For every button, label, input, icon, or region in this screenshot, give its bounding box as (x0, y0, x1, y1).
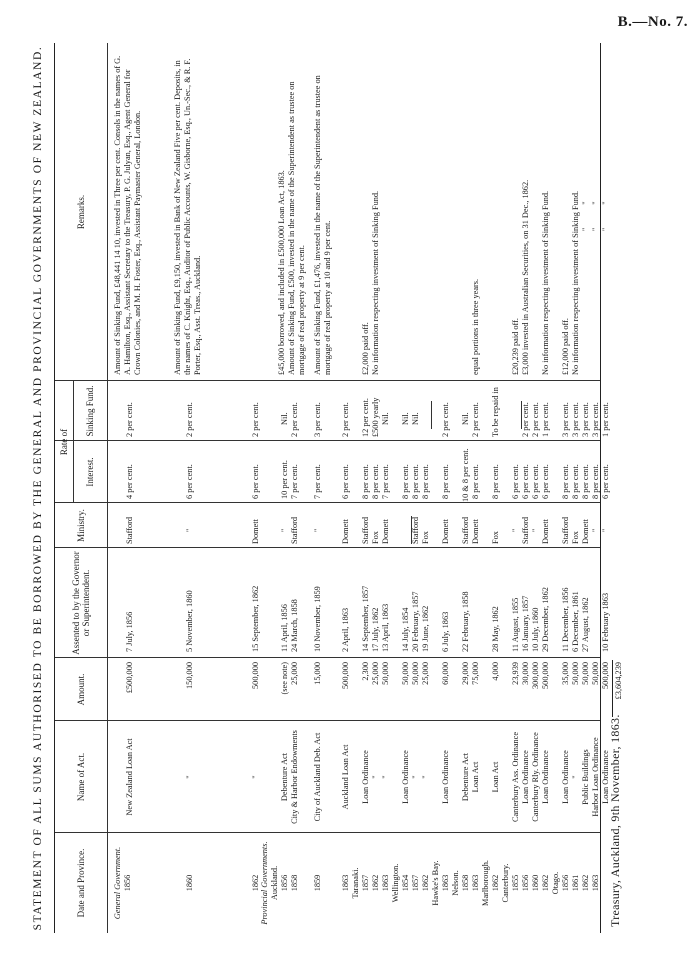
date-header: Date and Province. (75, 848, 86, 918)
ministry-cell: Fox (491, 531, 500, 544)
assent-date: 17 July, 1862 (371, 607, 380, 652)
date-cell: Wellington. (391, 863, 400, 903)
interest-cell: 6 per cent. (185, 464, 194, 499)
amount-cell: 75,000 (471, 662, 480, 685)
act-name: " (185, 775, 194, 779)
interest-cell: 8 per cent. (441, 464, 450, 499)
assent-date: 10 February 1863 (601, 593, 610, 652)
sinking-header: Sinking Fund. (84, 385, 95, 437)
date-cell: 1856 (280, 874, 289, 892)
interest-cell: 10 per cent. (280, 460, 289, 499)
amount-cell: 150,000 (185, 662, 194, 689)
assent-date: 11 August, 1855 (511, 597, 520, 652)
assent-date: 28 May, 1862 (491, 606, 500, 652)
interest-cell: 8 per cent. (401, 464, 410, 499)
assent-date: 13 April, 1863 (381, 603, 390, 652)
assent-date: 11 December, 1856 (561, 587, 570, 652)
amount-cell: 29,000 (461, 662, 470, 685)
rate-header: Rate of (58, 428, 69, 456)
act-name: Debenture Act (461, 752, 470, 802)
ministry-cell: Domett (341, 519, 350, 544)
amount-cell: 500,000 (251, 662, 260, 689)
act-name: " (371, 775, 380, 779)
remark-text: Amount of Sinking Fund, £48,441 14 10, invested in Three per cent. Consols in the names of G. A. Hamilton, Esq., Assistant Secretary to the Treasury, P. G. Julyan, Esq., Agent General for Crown Colonies, and M. H. Foster, Esq., Assistant Paymaster General, London. (113, 55, 142, 375)
ministry-cell: Domett (541, 519, 550, 544)
date-cell: 1856 (561, 874, 570, 892)
assent-date: 10 July, 1860 (531, 607, 540, 652)
interest-cell: 8 per cent. (421, 464, 430, 499)
sinking-cell: 3 per cent. (561, 402, 570, 437)
amount-cell: 25,000 (421, 662, 430, 685)
interest-cell: 6 per cent. (251, 464, 260, 499)
ditto-mark: " " (581, 201, 590, 231)
interest-cell: 7 per cent. (290, 464, 299, 499)
interest-cell: 8 per cent. (471, 464, 480, 499)
sinking-cell: 1 per cent. (541, 402, 550, 437)
amount-cell: 50,000 (411, 662, 420, 685)
amount-cell: 50,000 (571, 662, 580, 685)
sinking-cell: To be repaid in (491, 387, 500, 437)
ministry-cell: Fox (571, 531, 580, 544)
date-cell: 1856 (521, 874, 530, 892)
ditto-mark: " " (591, 201, 600, 231)
ministry-cell: " (280, 528, 289, 532)
assent-date: 14 September, 1857 (361, 585, 370, 652)
amount-cell: 60,000 (441, 662, 450, 685)
amount-cell: 50,000 (581, 662, 590, 685)
interest-cell: 8 per cent. (591, 464, 600, 499)
remark-text: £3,000 invested in Australian Securities, on 31 Dec., 1862. (521, 179, 530, 375)
amount-cell: 50,000 (381, 662, 390, 685)
date-cell: 1860 (185, 874, 194, 892)
sinking-cell: 2 per cent. (471, 402, 480, 437)
sinking-cell: 2 per cent. (341, 402, 350, 437)
interest-cell: 8 per cent. (561, 464, 570, 499)
ditto-mark: " " (601, 201, 610, 231)
amount-cell: (see note) (280, 662, 289, 695)
amount-cell: 4,000 (491, 662, 500, 681)
interest-cell: 4 per cent. (125, 464, 134, 499)
remark-text: Amount of Sinking Fund, £9,150, invested in Bank of New Zealand Five per cent. Deposits, in the names of C. Knight, Esq., Auditor of Public Accounts, W. Gisborne, Esq., Un.-Sec., & R. F. Porter, Esq., Asst. Treas., Auckland. (173, 58, 202, 375)
act-name: " (421, 775, 430, 779)
ministry-cell: Stafford (290, 516, 299, 544)
date-cell: 1858 (290, 874, 299, 892)
act-name: Loan Ordinance (401, 750, 410, 804)
ministry-cell: Domett (441, 519, 450, 544)
date-province-column (55, 833, 600, 933)
sinking-cell: Nil. (280, 412, 289, 425)
assent-date: 22 February, 1858 (461, 591, 470, 652)
act-name: " (411, 775, 420, 779)
date-cell: 1863 (341, 874, 350, 892)
assent-header: Assented to by the Governor or Superintendent. (70, 551, 91, 655)
act-name: City of Auckland Deb. Act (313, 732, 322, 822)
act-name: Loan Ordinance (561, 750, 570, 804)
ministry-cell: Domett (251, 519, 260, 544)
amount-cell: 30,000 (521, 662, 530, 685)
sinking-cell: Nil. (461, 412, 470, 425)
ministry-cell: Stafford (461, 516, 470, 544)
sinking-cell: 2 per cent. (290, 402, 299, 437)
date-cell: 1863 (471, 874, 480, 892)
assent-date: 29 December, 1862 (541, 587, 550, 652)
ministry-cell: Domett (581, 519, 590, 544)
act-name: " (251, 775, 260, 779)
act-name: New Zealand Loan Act (125, 738, 134, 816)
act-name: Loan Ordinance (601, 750, 610, 804)
ministry-cell: Stafford (125, 516, 134, 544)
remark-text: £45,000 borrowed, and included in £500,000 Loan Act, 1863. (277, 170, 286, 375)
ministry-cell: Domett (471, 519, 480, 544)
date-cell: Hawke's Bay. (431, 860, 440, 906)
amount-cell: 25,000 (371, 662, 380, 685)
date-cell: 1862 (421, 874, 430, 892)
date-cell: 1857 (361, 874, 370, 892)
assent-date: 7 July, 1856 (125, 611, 134, 652)
remark-text: No information respecting investment of Sinking Fund. (541, 190, 550, 375)
remark-text: No information respecting investment of Sinking Fund. (571, 190, 580, 375)
act-name: Loan Ordinance (441, 750, 450, 804)
ministry-cell: Stafford (561, 516, 570, 544)
act-name: Loan Act (471, 761, 480, 793)
date-cell: 1859 (313, 874, 322, 892)
interest-cell: 6 per cent. (521, 464, 530, 499)
sinking-cell: 3 per cent. (313, 402, 322, 437)
assent-date: 27 August, 1862 (581, 597, 590, 652)
interest-cell: 6 per cent. (341, 464, 350, 499)
ministry-cell: Fox (371, 531, 380, 544)
date-cell: 1860 (531, 874, 540, 892)
sinking-cell: 2 per cent. (251, 402, 260, 437)
act-name: Canterbury Ass. Ordinance (511, 731, 520, 823)
ministry-column (55, 503, 610, 548)
remarks-header: Remarks. (75, 194, 86, 230)
date-cell: 1862 (251, 874, 260, 892)
ministry-cell: Stafford (521, 516, 530, 544)
remark-text: No information respecting investment of Sinking Fund. (371, 190, 380, 375)
ministry-cell: Fox (421, 531, 430, 544)
assent-date: 19 June, 1862 (421, 605, 430, 652)
date-cell: 1862 (491, 874, 500, 892)
amount-header: Amount. (75, 673, 86, 706)
sinking-cell: 3 per cent. (581, 402, 590, 437)
amount-cell: 50,000 (401, 662, 410, 685)
date-cell: 1857 (411, 874, 420, 892)
sinking-blank (426, 383, 436, 429)
name-header: Name of Act. (75, 752, 86, 802)
ministry-cell: Domett (381, 519, 390, 544)
date-cell: 1854 (401, 874, 410, 892)
rotated-statement (32, 43, 662, 933)
amount-cell: 25,000 (290, 662, 299, 685)
assent-date: 2 April, 1863 (341, 607, 350, 652)
amount-cell: 500,000 (541, 662, 550, 689)
sinking-cell: 2 per cent. (531, 402, 540, 437)
act-name: Loan Act (491, 761, 500, 793)
footer-signature: Treasury, Auckland, 9th November, 1863. (608, 714, 622, 927)
sinking-cell: 1 per cent. (601, 402, 610, 437)
remark-text: £12,000 paid off. (561, 318, 570, 375)
ministry-cell: " (313, 528, 322, 532)
act-name: Loan Ordinance (361, 750, 370, 804)
amount-cell: £500,000 (125, 662, 134, 694)
ministry-cell: Stafford (411, 516, 420, 544)
interest-cell: 8 per cent. (491, 464, 500, 499)
interest-cell: 7 per cent. (313, 464, 322, 499)
sinking-fund-column (55, 381, 610, 441)
sinking-cell: 2 per cent. (125, 402, 134, 437)
date-cell: Marlborough. (481, 860, 490, 906)
act-name: Public Buildings (581, 749, 590, 805)
date-cell: 1863 (441, 874, 450, 892)
document-title: STATEMENT OF ALL SUMS AUTHORISED TO BE BORROWED BY THE GENERAL AND PROVINCIAL GOVERNMENTS OF NEW ZEALAND. (32, 45, 44, 931)
ministry-cell: " (185, 528, 194, 532)
remark-text: £20,239 paid off. (511, 318, 520, 375)
ministry-cell: " (511, 528, 520, 532)
sinking-cell: 2 per cent. (521, 402, 530, 437)
assent-date: 14 July, 1854 (401, 607, 410, 652)
act-name: City & Harbor Endowments (290, 730, 299, 824)
assent-date: 15 September, 1862 (251, 585, 260, 652)
interest-cell: 7 per cent. (381, 464, 390, 499)
amount-cell: 500,000 (341, 662, 350, 689)
date-cell: Canterbury. (501, 863, 510, 903)
date-cell: Auckland. (270, 865, 279, 901)
interest-cell: 6 per cent. (541, 464, 550, 499)
sinking-cell: 12 per cent. (361, 398, 370, 437)
interest-cell: 6 per cent. (531, 464, 540, 499)
act-name: " (571, 775, 580, 779)
date-cell: 1862 (581, 874, 590, 892)
remark-text: £2,000 paid off. (361, 322, 370, 375)
assent-date: 6 December, 1861 (571, 591, 580, 652)
sinking-cell: Nil. (381, 412, 390, 425)
assent-date: 24 March, 1858 (290, 599, 299, 652)
interest-cell: 8 per cent. (361, 464, 370, 499)
amount-cell: 23,939 (511, 662, 520, 685)
interest-cell: 6 per cent. (601, 464, 610, 499)
sinking-cell: £500 yearly (371, 397, 380, 437)
date-cell: Provincial Governments. (260, 841, 269, 925)
interest-cell: 8 per cent. (581, 464, 590, 499)
remarks-column (55, 43, 610, 381)
act-name: Auckland Loan Act (341, 744, 350, 810)
ministry-cell: " (531, 528, 540, 532)
date-cell: 1862 (371, 874, 380, 892)
remark-text: Amount of Sinking Fund, £500, invested in the name of the Superintendent as trustee on mortgage of real property at 9 per cent. (287, 81, 306, 375)
assent-date: 5 November, 1860 (185, 590, 194, 652)
sinking-cell: 3 per cent. (571, 402, 580, 437)
act-name: Loan Ordinance (521, 750, 530, 804)
total-rule (612, 660, 613, 717)
interest-cell: 8 per cent. (571, 464, 580, 499)
act-name: Loan Ordinance (541, 750, 550, 804)
interest-cell: 10 & 8 per cent. (461, 448, 470, 502)
sinking-cell: Nil. (401, 412, 410, 425)
ministry-cell: " (601, 528, 610, 532)
amount-total: £3,604,239 (614, 662, 623, 700)
interest-column (55, 441, 610, 503)
amount-cell: 2,300 (361, 662, 370, 681)
ministry-cell: Stafford (361, 516, 370, 544)
assent-date: 16 January, 1857 (521, 595, 530, 652)
amount-cell: 50,000 (591, 662, 600, 685)
date-cell: 1858 (461, 874, 470, 892)
assent-date: 20 February, 1857 (411, 591, 420, 652)
ministry-cell: " (591, 528, 600, 532)
interest-cell: 8 per cent. (411, 464, 420, 499)
page-identifier: B.—No. 7. (617, 14, 688, 30)
act-name: Debenture Act (280, 752, 289, 802)
date-cell: 1863 (381, 874, 390, 892)
amount-cell: 35,000 (561, 662, 570, 685)
date-cell: 1863 (591, 874, 600, 892)
date-cell: General Government. (113, 846, 122, 920)
amount-cell: 15,000 (313, 662, 322, 685)
date-cell: 1861 (571, 874, 580, 892)
date-cell: 1862 (541, 874, 550, 892)
act-name: Canterbury Rly. Ordinance (531, 732, 540, 822)
date-cell: Otago. (551, 871, 560, 895)
amount-cell: 300,000 (531, 662, 540, 689)
sinking-cell: Nil. (411, 412, 420, 425)
ministry-header: Ministry. (75, 509, 86, 542)
amount-cell: 500,000 (601, 662, 610, 689)
date-cell: 1855 (511, 874, 520, 892)
act-name: Harbor Loan Ordinance (591, 737, 600, 817)
date-cell: Nelson. (451, 870, 460, 896)
interest-cell: 8 per cent. (371, 464, 380, 499)
act-name: " (381, 775, 390, 779)
date-cell: 1856 (123, 874, 132, 892)
interest-cell: 6 per cent. (511, 464, 520, 499)
assent-date: 10 November, 1859 (313, 586, 322, 652)
assent-column (55, 548, 610, 658)
date-cell: Taranaki. (351, 867, 360, 899)
sinking-cell: 2 per cent. (185, 402, 194, 437)
name-of-act-column (55, 721, 610, 833)
sinking-cell: 3 per cent. (591, 402, 600, 437)
assent-date: 11 April, 1856 (280, 604, 289, 652)
interest-header: Interest. (84, 457, 95, 487)
amount-column (55, 658, 623, 721)
sinking-cell: 2 per cent. (441, 402, 450, 437)
remark-text: Amount of Sinking Fund, £1,476, invested in the name of the Superintendent as trustee on mortgage of real property at 10 and 9 per cent. (313, 75, 332, 375)
assent-date: 6 July, 1863 (441, 611, 450, 652)
remark-text: equal portions in three years. (471, 278, 480, 375)
